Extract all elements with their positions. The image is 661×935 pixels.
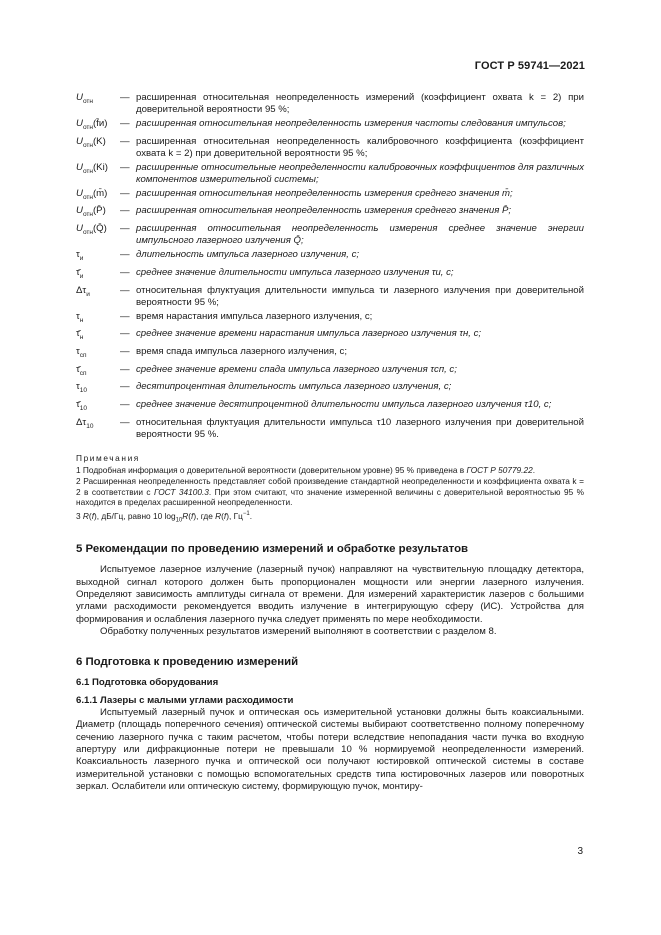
definition-symbol: $\Delta\tau_{10}$ bbox=[76, 416, 94, 430]
definition-row bbox=[76, 399, 584, 415]
definition-text: расширенная относительная неопределенность калибровочного коэффициента (коэффициент охвата k = 2) при доверительной вероятности 95 %; bbox=[136, 135, 584, 159]
definition-symbol: $\taū_{сп}$ bbox=[76, 363, 87, 377]
definition-dash: — bbox=[120, 135, 130, 147]
definition-text: среднее значение десятипроцентной длительности импульса лазерного излучения τ10, с; bbox=[136, 399, 552, 411]
definition-symbol: $\Delta\tau_и$ bbox=[76, 284, 90, 298]
definition-row bbox=[76, 328, 584, 344]
definition-text: расширенные относительные неопределенности калибровочных коэффициентов для различных компонентов измерительной системы; bbox=[136, 161, 584, 185]
definition-row bbox=[76, 267, 584, 283]
definition-text: десятипроцентная длительность импульса лазерного излучения, с; bbox=[136, 381, 452, 393]
definition-text: расширенная относительная неопределенность измерения среднего значения m̄; bbox=[136, 187, 513, 199]
section-6-1-1-paragraph: Испытуемый лазерный пучок и оптическая ось измерительной установки должны быть коаксиальными. Диаметр (площадь поперечного сечения) оптической системы выбирают соответственно полному поперечному сечению лазерного пучка с таким расчетом, чтобы потери вследствие непопадания части пучка во входную апертуру или дифракционные потери не превышали 10 % нормируемой неопределенности измерений. Коаксиальность лазерного пучка и оптической оси получают юстировкой оптической системы в составе измерительной установки с помощью вспомогательных средств типа юстировочных лазеров или поворотных зеркал. Ослабители или оптическую систему, формирующую пучок, монтиру- bbox=[76, 707, 584, 792]
definition-symbol: $\tau_и$ bbox=[76, 249, 84, 263]
definition-dash: — bbox=[120, 328, 130, 340]
definition-text: расширенная относительная неопределенность измерения частоты следования импульсов; bbox=[136, 118, 566, 129]
note-3: 3 R(f), дБ/Гц, равно 10 $\log_{10}R(f)$, где R(f), $Гц^{-1}$. bbox=[76, 510, 252, 523]
page-content bbox=[76, 92, 584, 793]
page-number: 3 bbox=[577, 846, 583, 857]
definition-dash: — bbox=[120, 249, 130, 261]
notes-block bbox=[76, 453, 584, 525]
definition-symbol: $\tau_н$ bbox=[76, 310, 84, 324]
section-6-title: 6 Подготовка к проведению измерений bbox=[76, 656, 299, 669]
symbol-definitions-list bbox=[76, 92, 584, 441]
definition-symbol: $U_{отн}(K)$ bbox=[76, 135, 106, 149]
section-6-1-title: 6.1 Подготовка оборудования bbox=[76, 677, 219, 689]
definition-row bbox=[76, 417, 584, 441]
definition-row bbox=[76, 188, 584, 204]
definition-text: расширенная относительная неопределенность измерения среднего значения P̄; bbox=[136, 205, 512, 217]
definition-symbol: $\tau_{10}$ bbox=[76, 381, 88, 395]
definition-dash: — bbox=[120, 284, 130, 296]
definition-row bbox=[76, 162, 584, 186]
definition-row bbox=[76, 285, 584, 309]
definition-row bbox=[76, 205, 584, 221]
definition-row bbox=[76, 381, 584, 397]
definition-dash: — bbox=[120, 118, 130, 129]
section-6-1-1-title: 6.1.1 Лазеры с малыми углами расходимости bbox=[76, 695, 294, 707]
definition-row bbox=[76, 136, 584, 160]
definition-text: длительность импульса лазерного излучения, с; bbox=[136, 249, 360, 261]
definition-symbol: $U_{отн}(Ki)$ bbox=[76, 161, 108, 175]
definition-symbol: $\taū_н$ bbox=[76, 328, 84, 342]
definition-symbol: $U_{отн}(m̄)$ bbox=[76, 187, 108, 201]
definition-symbol: $\tau_{сп}$ bbox=[76, 345, 87, 359]
definition-dash: — bbox=[120, 92, 130, 103]
notes-title: Примечания bbox=[76, 453, 140, 464]
definition-dash: — bbox=[120, 205, 130, 217]
definition-dash: — bbox=[120, 161, 130, 173]
definition-row bbox=[76, 364, 584, 380]
definition-text: время нарастания импульса лазерного излучения, с; bbox=[136, 310, 373, 322]
definition-symbol: $U_{отн}(f̄и)$ bbox=[76, 118, 108, 131]
definition-text: время спада импульса лазерного излучения, с; bbox=[136, 345, 348, 357]
definition-text: расширенная относительная неопределенность измерения среднее значение энергии импульсного лазерного излучения Q̄; bbox=[136, 223, 584, 247]
definition-row bbox=[76, 249, 584, 265]
definition-dash: — bbox=[120, 399, 130, 411]
definition-dash: — bbox=[120, 416, 130, 428]
definition-symbol: $U_{отн}(Q̄)$ bbox=[76, 223, 107, 237]
definition-dash: — bbox=[120, 223, 130, 235]
note-2: 2 Расширенная неопределенность представляет собой произведение стандартной неопределенности и коэффициента охвата k = 2 в соответствии с ГОСТ 34100.3. При этом считают, что значение измеренной величины с доверительной вероятностью 95 % находится в пределах расширенной неопределенности. bbox=[76, 476, 584, 507]
definition-text: расширенная относительная неопределенность измерений (коэффициент охвата k = 2) при доверительной вероятности 95 %; bbox=[136, 92, 584, 116]
definition-dash: — bbox=[120, 266, 130, 278]
definition-text: относительная флуктуация длительности импульса τи лазерного излучения при доверительной вероятности 95 %; bbox=[136, 284, 584, 308]
definition-row bbox=[76, 311, 584, 327]
definition-symbol: $\taū_{10}$ bbox=[76, 399, 88, 412]
definition-symbol: $U_{отн}$ bbox=[76, 92, 93, 105]
definition-dash: — bbox=[120, 345, 130, 357]
definition-text: среднее значение длительности импульса лазерного излучения τи, с; bbox=[136, 266, 454, 278]
definition-row bbox=[76, 346, 584, 362]
section-5-title: 5 Рекомендации по проведению измерений и обработке результатов bbox=[76, 543, 469, 556]
definition-symbol: $U_{отн}(P̄)$ bbox=[76, 205, 106, 219]
definition-text: среднее значение времени нарастания импульса лазерного излучения τн, с; bbox=[136, 328, 482, 340]
document-header: ГОСТ Р 59741—2021 bbox=[474, 60, 585, 72]
definition-dash: — bbox=[120, 187, 130, 199]
definition-dash: — bbox=[120, 310, 130, 322]
definition-row bbox=[76, 92, 584, 116]
section-5-paragraph-1: Испытуемое лазерное излучение (лазерный пучок) направляют на чувствительную площадку детектора, выходной сигнал которого должен быть пропорционален мощности или энергии лазерного излучения. Определяют зависимость амплитуды сигнала от времени. Для измерений характеристик лазеров с большими углами расходимости рекомендуется вводить излучение в интегрирующую сферу (ИС). Устройства для формирования и ослабления лазерного пучка следует применять по мере необходимости. bbox=[76, 564, 584, 625]
definition-dash: — bbox=[120, 363, 130, 375]
definition-text: относительная флуктуация длительности импульса τ10 лазерного излучения при доверительной вероятности 95 %. bbox=[136, 416, 584, 440]
definition-row bbox=[76, 118, 584, 134]
definition-row bbox=[76, 223, 584, 247]
note-1: 1 Подробная информация о доверительной вероятности (доверительном уровне) 95 % приведена в ГОСТ Р 50779.22. bbox=[76, 464, 536, 475]
definition-symbol: $\taū_и$ bbox=[76, 266, 84, 280]
definition-text: среднее значение времени спада импульса лазерного излучения τсп, с; bbox=[136, 363, 457, 375]
section-5-paragraph-2: Обработку полученных результатов измерений выполняют в соответствии с разделом 8. bbox=[100, 625, 497, 637]
definition-dash: — bbox=[120, 381, 130, 393]
